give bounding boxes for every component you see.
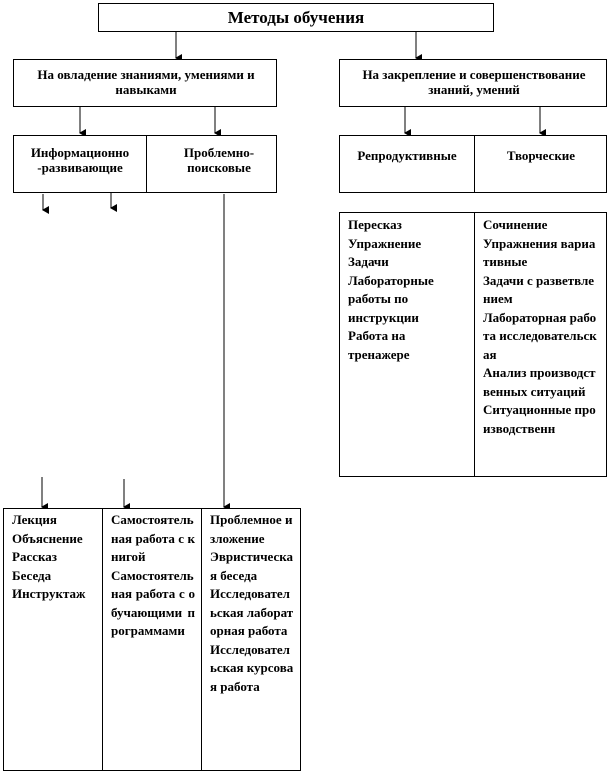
list-item: Проблемное изложение (210, 512, 293, 546)
right-columns-divider (474, 135, 475, 193)
list-item: Беседа (12, 567, 52, 583)
problem-list (202, 508, 300, 770)
left-group-box (13, 59, 277, 107)
list-item: Задачи с разветвлением (483, 272, 595, 306)
root-box (98, 3, 494, 32)
reproductive-list (340, 213, 474, 364)
list-item: Пересказ (348, 217, 402, 232)
list-item: Самостоятельная работа с книгой (111, 512, 195, 564)
list-item: Лабораторные работы по инструкции (348, 272, 434, 325)
list-item: Исследовательская лабораторная работа (210, 586, 294, 638)
left-columns-box (13, 135, 277, 193)
list-item: Объяснение (12, 530, 83, 546)
right-group-box (339, 59, 607, 107)
info-oral-list (4, 508, 102, 604)
list-item: Лекция (12, 512, 57, 527)
list-item: Работа на тренажере (348, 328, 410, 362)
list-item: Самостоятельная работа с обучающими программами (111, 567, 195, 638)
info-independent-list (103, 508, 201, 641)
list-item: Эвристическая беседа (210, 549, 294, 583)
column-problem-search: Проблемно-поисковые (183, 145, 255, 175)
list-item: Инструктаж (12, 586, 86, 601)
list-item: Задачи (348, 254, 389, 269)
list-item: Сочинение (483, 217, 548, 232)
list-item: Ситуационные производственн (483, 402, 596, 436)
list-item: Рассказ (12, 549, 57, 564)
left-columns-divider (146, 135, 147, 193)
list-item: Упражнения вариативные (483, 235, 596, 269)
column-reproductive: Репродуктивные (357, 148, 457, 163)
list-item: Исследовательская курсовая работа (210, 641, 294, 694)
creative-list (475, 213, 606, 476)
list-item: Упражнение (348, 235, 422, 251)
list-item: Лабораторная работа исследовательская (483, 309, 597, 362)
column-creative: Творческие (506, 148, 576, 163)
left-group-title: На овладение знаниями, умениями и навыками (37, 67, 255, 97)
column-info-developing: Информационно -развивающие (30, 145, 130, 175)
root-title: Методы обучения (227, 8, 365, 27)
list-item: Анализ производственных ситуаций (483, 365, 596, 399)
right-columns-box (339, 135, 607, 193)
right-group-title: На закрепление и совершенствование знаний, умений (362, 67, 586, 97)
